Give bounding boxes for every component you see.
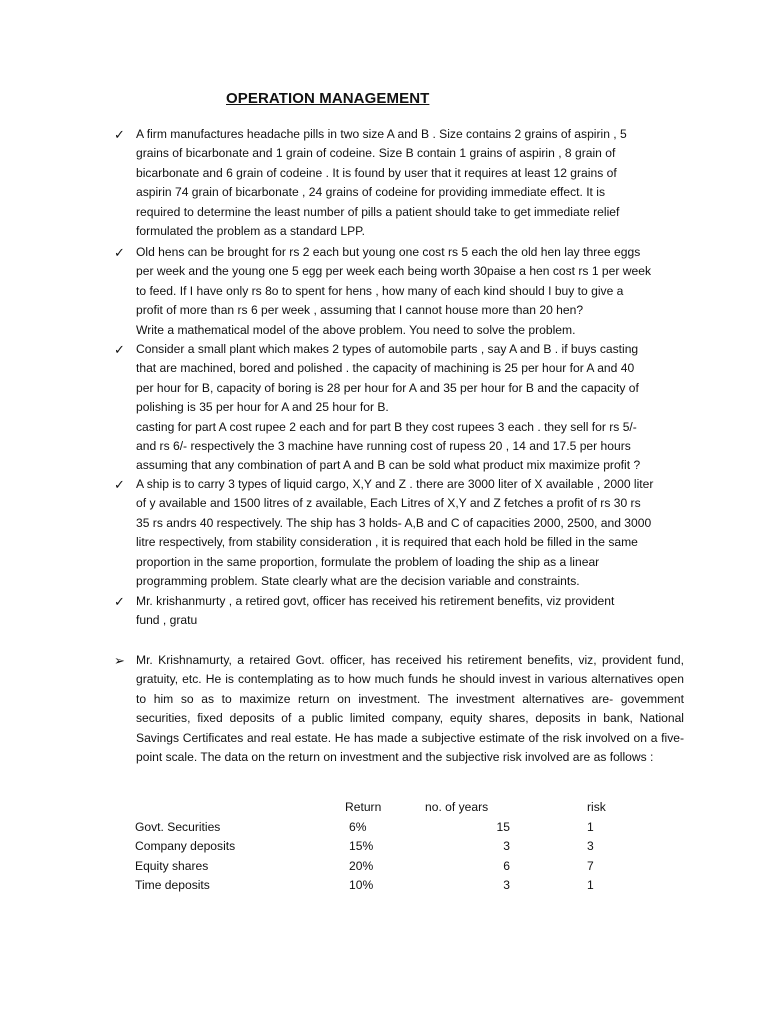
table-cell: Company deposits — [135, 839, 236, 854]
list-item-text: A firm manufactures headache pills in two size A and B . Size contains 2 grains of aspirin , 5 grains of bicarbonate and 1 grain of codeine. Size B contain 1 grains of aspirin , 8 grain of bicarbonate and 6 grain of codeine . It is found by user that it requires at least 12 grains of aspirin 74 grain of bicarbonate , 24 grains of codeine for providing immediate effect. It is required to determine the least number of pills a patient should take to get immediate relief formulated the problem as a standard LPP. — [136, 127, 627, 239]
list-item — [114, 243, 684, 340]
table-cell: Equity shares — [135, 858, 209, 873]
table-cell: 1 — [587, 819, 594, 834]
list-item-text: Mr. krishanmurty , a retired govt, officer has received his retirement benefits, viz provident fund , gratu — [136, 594, 615, 628]
table-row — [135, 857, 635, 877]
table-cell: 7 — [587, 858, 594, 873]
problem-paragraph — [114, 651, 684, 767]
table-row — [135, 818, 635, 838]
checkmark-icon: ✓ — [114, 245, 125, 260]
table-cell: Time deposits — [135, 878, 210, 893]
table-cell: 3 — [587, 839, 594, 854]
table-row — [135, 837, 635, 857]
page-title: OPERATION MANAGEMENT — [226, 90, 430, 107]
paragraph-text: Mr. Krishnamurty, a retaired Govt. officer, has received his retirement benefits, viz, provident fund, gratuity, etc. He is contemplating as to how much funds he should invest in various alternatives open to him so as to maximize return on investment. The investment alternatives are- govemment securities, fixed deposits of a public limited company, equity shares, deposits in bank, National Savings Certificates and real estate. He has made a subjective estimate of the risk involved on a five-point scale. The data on the return on investment and the subjective risk involved are as follows : — [136, 653, 684, 765]
table-header-cell: no. of years — [425, 800, 489, 814]
list-item-text: Old hens can be brought for rs 2 each but young one cost rs 5 each the old hen lay three eggs per week and the young one 5 egg per week each being worth 30paise a hen cost rs 1 per week to feed. If I have only rs 8o to spent for hens , how many of each kind should I buy to give a profit of more than rs 6 per week , assuming that I cannot house more than 20 hen? Write a mathematical model of the above problem. You need to solve the problem. — [136, 245, 651, 337]
list-item — [114, 475, 684, 591]
list-item — [114, 592, 684, 631]
list-item — [114, 125, 684, 241]
table-row — [135, 876, 635, 896]
list-item-text: A ship is to carry 3 types of liquid cargo, X,Y and Z . there are 3000 liter of X available , 2000 liter of y available and 1500 litres of z available, Each Litres of X,Y and Z fetches a profit of rs 30 rs 35 rs andrs 40 respectively. The ship has 3 holds- A,B and C of capacities 2000, 2500, and 3000 litre respectively, from stability consideration , it is required that each hold be filled in the same proportion in the same proportion, formulate the problem of loading the ship as a linear programming problem. State clearly what are the decision variable and constraints. — [136, 477, 654, 589]
table-cell: Govt. Securities — [135, 819, 221, 834]
checkmark-icon: ✓ — [114, 127, 125, 142]
table-header-cell: risk — [587, 800, 606, 814]
checkmark-icon: ✓ — [114, 477, 125, 492]
table-cell: 6 — [503, 858, 510, 873]
table-cell: 15 — [496, 819, 510, 834]
table-cell: 6% — [349, 819, 367, 834]
table-header-cell: Return — [345, 800, 382, 814]
table-header-row — [135, 798, 635, 818]
table-cell: 10% — [349, 878, 374, 893]
list-item-text: Consider a small plant which makes 2 types of automobile parts , say A and B . if buys casting that are machined, bored and polished . the capacity of machining is 25 per hour for A and 40 per hour for B, capacity of boring is 28 per hour for A and 35 per hour for B and the capacity of polishing is 35 per hour for A and 25 hour for B. casting for part A cost rupee 2 each and for part B they cost rupees 3 each . they sell for rs 5/- and rs 6/- respectively the 3 machine have running cost of rupess 20 , 14 and 17.5 per hours assuming that any combination of part A and B can be sold what product mix maximize profit ? — [136, 342, 641, 473]
table-cell: 3 — [503, 839, 510, 854]
table-cell: 15% — [349, 839, 374, 854]
checkmark-icon: ✓ — [114, 342, 125, 357]
list-item — [114, 340, 684, 476]
table-cell: 20% — [349, 858, 374, 873]
table-cell: 3 — [503, 878, 510, 893]
table-cell: 1 — [587, 878, 594, 893]
investment-table — [135, 798, 635, 896]
checkmark-icon: ✓ — [114, 594, 125, 609]
arrow-bullet-icon: ➢ — [114, 653, 125, 668]
